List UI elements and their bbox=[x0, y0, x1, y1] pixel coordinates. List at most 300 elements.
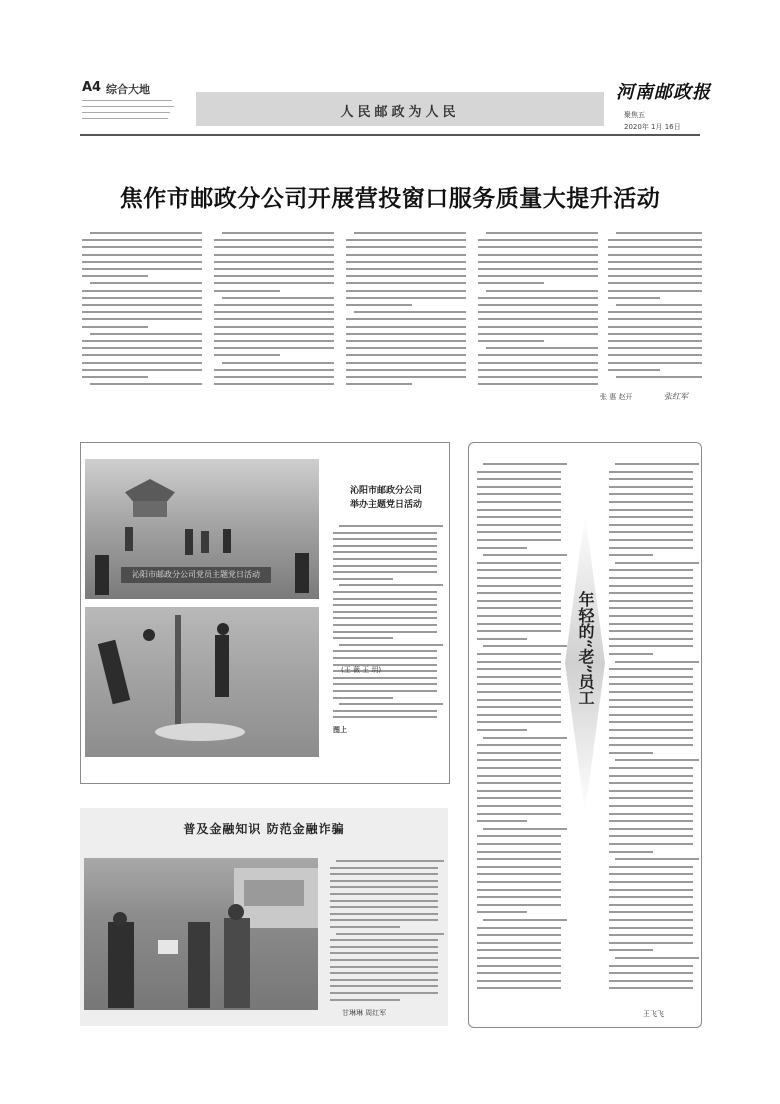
text-line bbox=[478, 354, 598, 356]
text-line bbox=[477, 493, 561, 495]
text-line bbox=[477, 835, 561, 837]
text-line bbox=[82, 354, 202, 356]
text-line bbox=[478, 333, 598, 335]
text-line bbox=[214, 340, 334, 342]
text-line bbox=[354, 311, 466, 313]
text-line bbox=[609, 706, 693, 708]
text-line bbox=[477, 858, 561, 860]
text-line bbox=[477, 851, 561, 853]
text-line bbox=[346, 333, 466, 335]
text-line bbox=[609, 775, 693, 777]
text-line bbox=[333, 558, 437, 560]
text-line bbox=[214, 347, 334, 349]
text-line bbox=[477, 889, 561, 891]
text-line bbox=[336, 933, 444, 935]
text-line bbox=[336, 860, 444, 862]
sidebar-feature-title: 年轻的“老”员工 bbox=[576, 591, 595, 706]
text-line bbox=[608, 275, 702, 277]
headline: 焦作市邮政分公司开展营投窗口服务质量大提升活动 bbox=[119, 186, 661, 212]
text-line bbox=[477, 592, 561, 594]
text-line bbox=[330, 946, 438, 948]
text-line bbox=[477, 607, 561, 609]
text-line bbox=[608, 282, 702, 284]
text-line bbox=[330, 985, 438, 987]
text-line bbox=[478, 340, 544, 342]
text-line bbox=[609, 524, 693, 526]
text-line bbox=[82, 268, 202, 270]
text-line bbox=[82, 290, 202, 292]
text-line bbox=[346, 246, 466, 248]
issue-label: 聚焦五 bbox=[624, 111, 645, 119]
text-line bbox=[609, 486, 693, 488]
text-line bbox=[478, 383, 598, 385]
text-line bbox=[609, 509, 693, 511]
text-line bbox=[609, 965, 693, 967]
text-line bbox=[477, 676, 561, 678]
text-line bbox=[346, 347, 466, 349]
text-line bbox=[333, 677, 437, 679]
text-line bbox=[478, 275, 598, 277]
text-line bbox=[477, 699, 561, 701]
text-line bbox=[609, 645, 693, 647]
text-line bbox=[330, 926, 400, 928]
text-line bbox=[609, 866, 693, 868]
text-line bbox=[609, 805, 693, 807]
text-line bbox=[214, 318, 334, 320]
text-line bbox=[333, 624, 437, 626]
text-line bbox=[333, 637, 393, 639]
text-line bbox=[609, 531, 693, 533]
photo-box1-note-label: 图上 bbox=[333, 726, 347, 734]
banner-title: 人民邮政为人民 bbox=[340, 105, 460, 120]
text-line bbox=[477, 562, 561, 564]
text-line bbox=[90, 232, 202, 234]
photo-box2-title: 普及金融知识 防范金融诈骗 bbox=[183, 822, 345, 836]
text-line bbox=[609, 911, 693, 913]
section-name: 综合大地 bbox=[106, 83, 150, 96]
text-line bbox=[339, 703, 443, 705]
text-line bbox=[333, 578, 393, 580]
date-line: 2020年 1月 16日 bbox=[624, 123, 681, 131]
text-line bbox=[609, 630, 693, 632]
text-line bbox=[330, 966, 438, 968]
text-line bbox=[608, 362, 702, 364]
text-line bbox=[333, 716, 437, 718]
text-line bbox=[483, 737, 567, 739]
photo-box2-byline: 甘琳琳 周红军 bbox=[342, 1009, 387, 1017]
sidebar-feature-box bbox=[468, 442, 702, 1028]
text-line bbox=[477, 471, 561, 473]
text-line bbox=[477, 911, 527, 913]
text-line bbox=[477, 585, 561, 587]
text-line bbox=[333, 697, 393, 699]
event-banner-text: 沁阳市邮政分公司党员主题党日活动 bbox=[132, 570, 260, 579]
text-line bbox=[477, 706, 561, 708]
text-line bbox=[608, 261, 702, 263]
text-line bbox=[346, 290, 466, 292]
text-line bbox=[477, 957, 561, 959]
text-line bbox=[609, 828, 693, 830]
text-line bbox=[214, 282, 334, 284]
text-line bbox=[477, 539, 561, 541]
text-line bbox=[90, 383, 202, 385]
text-line bbox=[477, 949, 561, 951]
text-line bbox=[477, 744, 561, 746]
text-line bbox=[609, 790, 693, 792]
article1-byline bbox=[600, 392, 632, 402]
text-line bbox=[609, 744, 693, 746]
text-line bbox=[608, 318, 702, 320]
text-line bbox=[354, 232, 466, 234]
text-line bbox=[609, 478, 693, 480]
text-line bbox=[346, 261, 466, 263]
text-line bbox=[477, 904, 561, 906]
text-line bbox=[609, 813, 693, 815]
page-number: A4 bbox=[82, 80, 102, 95]
text-line bbox=[478, 326, 598, 328]
text-line bbox=[330, 900, 438, 902]
text-line bbox=[477, 653, 561, 655]
text-line bbox=[609, 607, 693, 609]
text-line bbox=[333, 532, 437, 534]
text-line bbox=[346, 275, 466, 277]
text-line bbox=[616, 376, 702, 378]
text-line bbox=[478, 261, 598, 263]
text-line bbox=[82, 261, 202, 263]
text-line bbox=[339, 525, 443, 527]
text-line bbox=[609, 501, 693, 503]
text-line bbox=[478, 362, 598, 364]
text-line bbox=[214, 383, 334, 385]
text-line bbox=[609, 615, 693, 617]
text-line bbox=[609, 972, 693, 974]
text-line bbox=[82, 297, 202, 299]
text-line bbox=[616, 232, 702, 234]
photo-story-box-2 bbox=[80, 808, 448, 1026]
text-line bbox=[330, 873, 438, 875]
text-line bbox=[609, 782, 693, 784]
text-line bbox=[609, 851, 653, 853]
text-line bbox=[478, 311, 598, 313]
text-line bbox=[330, 972, 438, 974]
text-line bbox=[477, 965, 561, 967]
text-line bbox=[609, 820, 693, 822]
text-line bbox=[609, 714, 693, 716]
photo-party-day-ceremony bbox=[85, 459, 319, 599]
text-line bbox=[477, 790, 561, 792]
text-line bbox=[609, 585, 693, 587]
text-line bbox=[478, 254, 598, 256]
text-line bbox=[615, 463, 699, 465]
newspaper-title: 河南邮政报 bbox=[616, 82, 711, 103]
text-line bbox=[615, 759, 699, 761]
text-line bbox=[477, 683, 561, 685]
text-line bbox=[477, 623, 561, 625]
text-line bbox=[222, 362, 334, 364]
text-line bbox=[477, 896, 561, 898]
text-line bbox=[82, 239, 202, 241]
text-line bbox=[90, 282, 202, 284]
text-line bbox=[330, 992, 438, 994]
text-line bbox=[478, 239, 598, 241]
article1-byline-names: 张 惠 赵开 bbox=[600, 393, 633, 401]
text-line bbox=[609, 927, 693, 929]
text-line bbox=[609, 987, 693, 989]
text-line bbox=[346, 376, 466, 378]
text-line bbox=[477, 881, 561, 883]
text-line bbox=[477, 569, 561, 571]
text-line bbox=[333, 538, 437, 540]
text-line bbox=[346, 369, 466, 371]
text-line bbox=[214, 369, 334, 371]
text-line bbox=[477, 797, 561, 799]
text-line bbox=[477, 668, 561, 670]
text-line bbox=[486, 290, 598, 292]
text-line bbox=[608, 369, 660, 371]
text-line bbox=[609, 835, 693, 837]
text-line bbox=[333, 631, 437, 633]
text-line bbox=[333, 565, 437, 567]
text-line bbox=[82, 376, 148, 378]
text-line bbox=[609, 592, 693, 594]
photo-box1-title-line2: 举办主题党日活动 bbox=[349, 500, 422, 510]
text-line bbox=[333, 604, 437, 606]
text-line bbox=[608, 333, 702, 335]
text-line bbox=[478, 318, 598, 320]
text-line bbox=[608, 297, 660, 299]
text-line bbox=[477, 531, 561, 533]
text-line bbox=[609, 539, 693, 541]
text-line bbox=[477, 486, 561, 488]
text-line bbox=[330, 959, 438, 961]
text-line bbox=[477, 524, 561, 526]
text-line bbox=[609, 577, 693, 579]
text-line bbox=[214, 326, 334, 328]
text-line bbox=[608, 347, 702, 349]
text-line bbox=[483, 919, 567, 921]
text-line bbox=[608, 340, 702, 342]
text-line bbox=[333, 571, 437, 573]
text-line bbox=[346, 297, 466, 299]
text-line bbox=[346, 304, 412, 306]
text-line bbox=[615, 858, 699, 860]
text-line bbox=[477, 516, 561, 518]
text-line bbox=[346, 326, 466, 328]
text-line bbox=[609, 767, 693, 769]
text-line bbox=[222, 297, 334, 299]
text-line bbox=[486, 347, 598, 349]
text-line bbox=[609, 729, 693, 731]
text-line bbox=[609, 980, 693, 982]
text-line bbox=[477, 843, 561, 845]
text-line bbox=[333, 683, 437, 685]
text-line bbox=[486, 232, 598, 234]
pavilion-shape bbox=[125, 479, 175, 501]
text-line bbox=[608, 239, 702, 241]
text-line bbox=[477, 805, 561, 807]
text-line bbox=[330, 939, 438, 941]
text-line bbox=[478, 246, 598, 248]
text-line bbox=[346, 318, 466, 320]
article1-signature: 张红军 bbox=[664, 392, 688, 401]
text-line bbox=[609, 843, 693, 845]
text-line bbox=[478, 268, 598, 270]
text-line bbox=[477, 638, 527, 640]
text-line bbox=[214, 254, 334, 256]
text-line bbox=[608, 326, 702, 328]
text-line bbox=[477, 729, 527, 731]
text-line bbox=[477, 980, 561, 982]
text-line bbox=[483, 645, 567, 647]
text-line bbox=[333, 591, 437, 593]
text-line bbox=[82, 275, 148, 277]
text-line bbox=[477, 577, 561, 579]
text-line bbox=[609, 896, 693, 898]
text-line bbox=[214, 376, 334, 378]
text-line bbox=[214, 333, 334, 335]
text-line bbox=[477, 972, 561, 974]
text-line bbox=[82, 340, 202, 342]
text-line bbox=[609, 668, 693, 670]
photo-box1-title-line1: 沁阳市邮政分公司 bbox=[349, 486, 422, 496]
text-line bbox=[477, 820, 527, 822]
text-line bbox=[609, 721, 693, 723]
text-line bbox=[609, 676, 693, 678]
text-line bbox=[609, 949, 653, 951]
photo-story-box-1 bbox=[80, 442, 450, 784]
event-banner bbox=[121, 567, 271, 583]
text-line bbox=[477, 661, 561, 663]
text-line bbox=[483, 463, 567, 465]
text-line bbox=[609, 942, 693, 944]
text-line bbox=[330, 886, 438, 888]
text-line bbox=[333, 657, 437, 659]
text-line bbox=[477, 615, 561, 617]
text-line bbox=[609, 873, 693, 875]
text-line bbox=[608, 311, 702, 313]
text-line bbox=[477, 782, 561, 784]
text-line bbox=[477, 775, 561, 777]
text-line bbox=[330, 919, 438, 921]
text-line bbox=[222, 232, 334, 234]
text-line bbox=[477, 987, 561, 989]
text-line bbox=[82, 254, 202, 256]
text-line bbox=[609, 934, 693, 936]
text-line bbox=[214, 268, 334, 270]
text-line bbox=[82, 311, 202, 313]
text-line bbox=[477, 942, 561, 944]
text-line bbox=[477, 927, 561, 929]
text-line bbox=[609, 471, 693, 473]
text-line bbox=[82, 326, 148, 328]
text-line bbox=[333, 551, 437, 553]
text-line bbox=[477, 714, 561, 716]
text-line bbox=[339, 644, 443, 646]
text-line bbox=[214, 354, 280, 356]
text-line bbox=[609, 919, 693, 921]
text-line bbox=[609, 691, 693, 693]
text-line bbox=[330, 867, 438, 869]
text-line bbox=[477, 600, 561, 602]
text-line bbox=[477, 934, 561, 936]
photo-financial-promotion bbox=[84, 858, 318, 1010]
text-line bbox=[477, 509, 561, 511]
text-line bbox=[330, 999, 400, 1001]
banner-box bbox=[196, 92, 604, 126]
text-line bbox=[609, 904, 693, 906]
text-line bbox=[609, 683, 693, 685]
text-line bbox=[333, 545, 437, 547]
text-line bbox=[609, 881, 693, 883]
text-line bbox=[333, 650, 437, 652]
text-line bbox=[339, 584, 443, 586]
text-line bbox=[608, 254, 702, 256]
text-line bbox=[214, 246, 334, 248]
text-line bbox=[477, 767, 561, 769]
text-line bbox=[346, 239, 466, 241]
text-line bbox=[609, 547, 693, 549]
text-line bbox=[330, 979, 438, 981]
text-line bbox=[346, 282, 466, 284]
text-line bbox=[477, 478, 561, 480]
text-line bbox=[346, 362, 466, 364]
text-line bbox=[609, 752, 653, 754]
text-line bbox=[609, 737, 693, 739]
text-line bbox=[477, 866, 561, 868]
text-line bbox=[609, 493, 693, 495]
text-line bbox=[346, 340, 466, 342]
text-line bbox=[333, 611, 437, 613]
text-line bbox=[82, 304, 202, 306]
text-line bbox=[609, 653, 653, 655]
text-line bbox=[477, 752, 561, 754]
text-line bbox=[609, 554, 653, 556]
text-line bbox=[346, 354, 466, 356]
text-line bbox=[82, 347, 202, 349]
text-line bbox=[82, 246, 202, 248]
text-line bbox=[609, 699, 693, 701]
text-line bbox=[333, 710, 437, 712]
text-line bbox=[483, 828, 567, 830]
text-line bbox=[478, 369, 598, 371]
text-line bbox=[477, 813, 561, 815]
text-line bbox=[330, 952, 438, 954]
text-line bbox=[478, 304, 598, 306]
sidebar-byline: 王飞飞 bbox=[643, 1010, 664, 1018]
text-line bbox=[483, 554, 567, 556]
text-line bbox=[346, 254, 466, 256]
text-line bbox=[477, 501, 561, 503]
text-line bbox=[477, 691, 561, 693]
text-line bbox=[477, 721, 561, 723]
text-line bbox=[214, 261, 334, 263]
text-line bbox=[609, 638, 693, 640]
text-line bbox=[82, 362, 202, 364]
text-line bbox=[609, 600, 693, 602]
text-line bbox=[214, 290, 280, 292]
text-line bbox=[616, 304, 702, 306]
text-line bbox=[609, 516, 693, 518]
text-line bbox=[609, 797, 693, 799]
text-line bbox=[609, 889, 693, 891]
text-line bbox=[609, 623, 693, 625]
text-line bbox=[478, 376, 598, 378]
text-line bbox=[214, 304, 334, 306]
text-line bbox=[608, 246, 702, 248]
text-line bbox=[477, 547, 527, 549]
text-line bbox=[214, 311, 334, 313]
text-line bbox=[330, 913, 438, 915]
